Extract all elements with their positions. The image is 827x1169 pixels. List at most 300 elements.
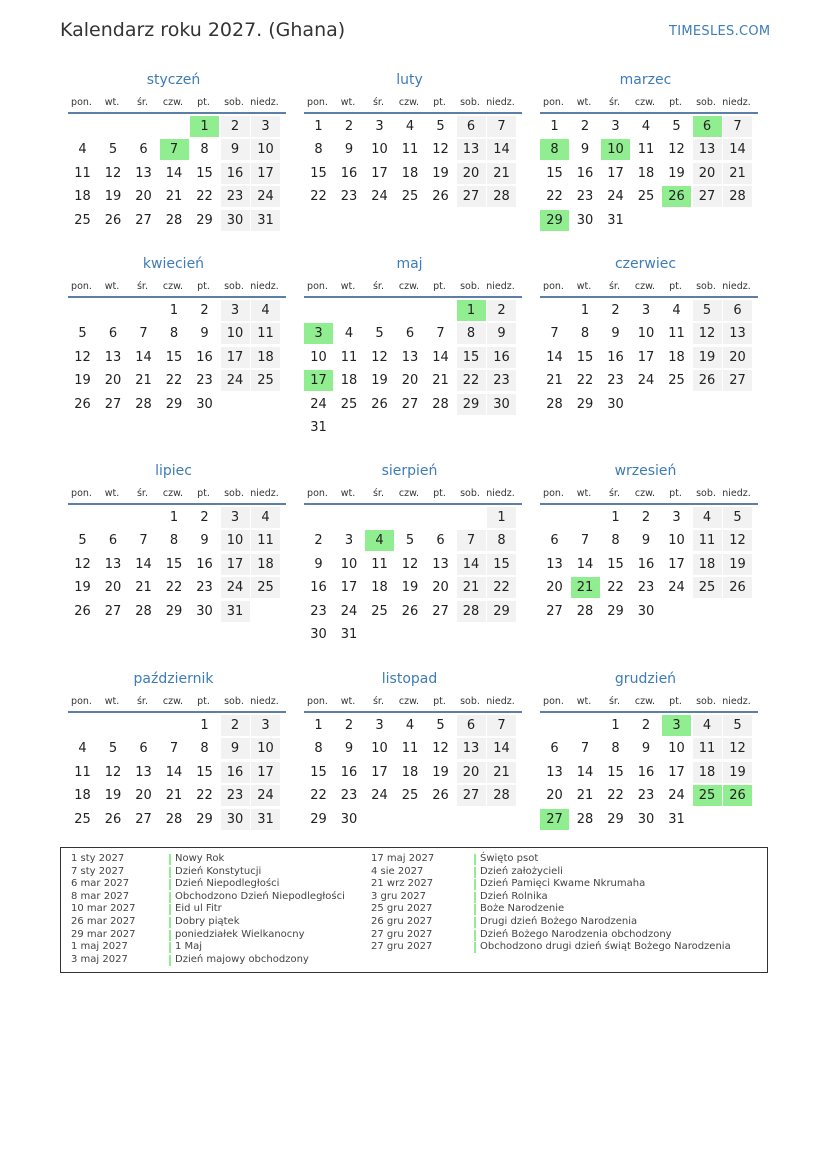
day-cell: 17 — [607, 165, 624, 181]
day-cell: 22 — [310, 788, 327, 804]
legend-holiday-name: Dzień Niepodległości — [175, 878, 280, 890]
day-cell: 24 — [668, 580, 685, 596]
day-cell: 3 — [221, 507, 250, 528]
day-cell: 2 — [487, 300, 516, 321]
weekday-header: czw. — [162, 281, 184, 292]
weekday-header: czw. — [634, 488, 656, 499]
day-cell: 18 — [668, 349, 685, 365]
holiday-day-cell: 26 — [662, 186, 691, 207]
day-cell: 10 — [251, 139, 280, 160]
day-cell: 26 — [371, 396, 388, 412]
legend-color-marker — [169, 942, 171, 953]
day-cell: 8 — [200, 741, 209, 757]
weekday-header: sob. — [460, 696, 480, 707]
day-cell: 3 — [672, 510, 681, 525]
day-cell: 10 — [310, 349, 327, 365]
weekday-header: sob. — [224, 696, 244, 707]
day-cell: 12 — [723, 530, 752, 551]
month-name: luty — [396, 72, 423, 88]
day-cell: 19 — [401, 580, 419, 596]
weekday-header: wt. — [104, 97, 120, 108]
day-cell: 22 — [196, 788, 213, 804]
weekday-divider — [540, 112, 758, 114]
day-cell: 19 — [74, 580, 91, 596]
day-cell: 16 — [576, 165, 594, 181]
month-name: marzec — [619, 72, 672, 88]
day-cell: 12 — [668, 142, 685, 158]
weekday-header: pt. — [669, 488, 682, 499]
day-cell: 14 — [165, 764, 183, 780]
day-cell: 27 — [546, 603, 563, 619]
day-cell: 25 — [401, 189, 419, 205]
day-cell: 30 — [196, 603, 213, 619]
day-cell: 2 — [641, 718, 651, 733]
weekday-header: śr. — [372, 696, 384, 707]
day-cell: 17 — [221, 554, 250, 575]
day-cell: 16 — [637, 764, 655, 780]
month-name: październik — [133, 671, 214, 687]
day-cell: 10 — [668, 533, 685, 549]
day-cell: 18 — [74, 788, 91, 804]
day-cell: 17 — [221, 347, 250, 368]
day-cell: 9 — [344, 741, 354, 757]
day-cell: 4 — [78, 741, 87, 757]
day-cell: 1 — [169, 510, 179, 525]
day-cell: 23 — [576, 189, 594, 205]
day-cell: 15 — [457, 347, 486, 368]
legend-color-marker — [169, 930, 171, 941]
day-cell: 8 — [314, 741, 323, 757]
day-cell: 5 — [436, 119, 445, 134]
day-cell: 20 — [546, 788, 563, 804]
day-cell: 16 — [221, 762, 250, 783]
day-cell: 16 — [221, 163, 250, 184]
day-cell: 23 — [221, 186, 250, 207]
day-cell: 13 — [723, 323, 752, 344]
day-cell: 13 — [546, 556, 563, 572]
day-cell: 11 — [371, 556, 388, 572]
weekday-header: wt. — [104, 281, 120, 292]
day-cell: 7 — [436, 326, 445, 342]
legend-date: 27 gru 2027 — [371, 941, 433, 953]
day-cell: 22 — [165, 373, 183, 389]
day-cell: 17 — [340, 580, 358, 596]
day-cell: 10 — [637, 326, 655, 342]
weekday-header: wt. — [104, 488, 120, 499]
day-cell: 18 — [401, 165, 419, 181]
day-cell: 18 — [251, 554, 280, 575]
day-cell: 20 — [104, 580, 122, 596]
day-cell: 1 — [314, 718, 323, 733]
day-cell: 14 — [576, 764, 594, 780]
day-cell: 6 — [436, 533, 445, 549]
day-cell: 25 — [74, 811, 91, 827]
day-cell: 25 — [668, 373, 685, 389]
day-cell: 5 — [693, 300, 722, 321]
weekday-header: pt. — [433, 696, 446, 707]
day-cell: 2 — [641, 510, 651, 525]
weekday-header: niedz. — [250, 97, 279, 108]
weekday-header: śr. — [608, 97, 620, 108]
weekday-header: pon. — [543, 281, 564, 292]
day-cell: 26 — [693, 370, 722, 391]
day-cell: 31 — [310, 420, 327, 435]
legend-date: 6 mar 2027 — [71, 878, 130, 890]
day-cell: 27 — [693, 186, 722, 207]
day-cell: 23 — [310, 603, 327, 619]
day-cell: 24 — [251, 186, 280, 207]
day-cell: 25 — [251, 577, 280, 598]
day-cell: 23 — [607, 373, 624, 389]
day-cell: 21 — [165, 788, 183, 804]
day-cell: 4 — [344, 326, 354, 342]
day-cell: 16 — [637, 556, 655, 572]
day-cell: 6 — [405, 326, 415, 342]
day-cell: 13 — [104, 349, 122, 365]
weekday-header: śr. — [372, 488, 384, 499]
day-cell: 5 — [672, 119, 681, 134]
day-cell: 7 — [487, 715, 516, 736]
weekday-header: sob. — [460, 281, 480, 292]
day-cell: 23 — [196, 580, 213, 596]
month-name: wrzesień — [614, 463, 677, 479]
day-cell: 14 — [457, 554, 486, 575]
day-cell: 11 — [693, 738, 722, 759]
legend-holiday-name: Dobry piątek — [175, 916, 240, 927]
day-cell: 30 — [607, 396, 624, 412]
weekday-header: wt. — [340, 696, 356, 707]
weekday-header: śr. — [136, 696, 148, 707]
day-cell: 24 — [221, 577, 250, 598]
day-cell: 3 — [344, 533, 354, 549]
legend-date: 7 sty 2027 — [71, 865, 125, 877]
day-cell: 14 — [487, 139, 516, 160]
weekday-header: niedz. — [250, 488, 279, 499]
weekday-header: pt. — [669, 696, 682, 707]
day-cell: 21 — [135, 580, 152, 596]
legend-color-marker — [474, 892, 476, 903]
day-cell: 9 — [200, 533, 209, 549]
day-cell: 11 — [637, 142, 655, 158]
day-cell: 19 — [723, 762, 752, 783]
holiday-day-cell: 7 — [160, 139, 189, 160]
day-cell: 8 — [169, 326, 179, 342]
legend-color-marker — [169, 892, 171, 903]
day-cell: 6 — [108, 533, 118, 549]
day-cell: 8 — [314, 142, 323, 158]
weekday-header: sob. — [696, 97, 716, 108]
day-cell: 9 — [344, 142, 354, 158]
day-cell: 2 — [314, 533, 323, 549]
day-cell: 18 — [371, 580, 388, 596]
day-cell: 25 — [340, 396, 358, 412]
weekday-header: pon. — [307, 281, 328, 292]
day-cell: 29 — [487, 601, 516, 622]
day-cell: 24 — [607, 189, 624, 205]
weekday-header: śr. — [372, 97, 384, 108]
day-cell: 12 — [693, 323, 722, 344]
legend-date: 27 gru 2027 — [371, 928, 433, 940]
day-cell: 24 — [221, 370, 250, 391]
day-cell: 16 — [340, 764, 358, 780]
holiday-day-cell: 4 — [365, 530, 394, 551]
day-cell: 22 — [165, 580, 183, 596]
day-cell: 20 — [104, 373, 122, 389]
legend-date: 26 gru 2027 — [371, 916, 433, 927]
day-cell: 5 — [375, 326, 384, 342]
day-cell: 3 — [375, 718, 384, 733]
day-cell: 28 — [432, 396, 449, 412]
day-cell: 28 — [165, 212, 183, 228]
day-cell: 12 — [723, 738, 752, 759]
day-cell: 30 — [340, 811, 358, 827]
day-cell: 25 — [693, 577, 722, 598]
day-cell: 30 — [221, 210, 250, 231]
day-cell: 15 — [165, 556, 183, 572]
day-cell: 5 — [723, 715, 752, 736]
day-cell: 28 — [457, 601, 486, 622]
weekday-header: pon. — [71, 97, 92, 108]
day-cell: 29 — [165, 603, 183, 619]
weekday-header: pt. — [433, 488, 446, 499]
day-cell: 28 — [135, 603, 152, 619]
day-cell: 19 — [432, 764, 449, 780]
day-cell: 1 — [487, 507, 516, 528]
day-cell: 31 — [251, 210, 280, 231]
weekday-header: pt. — [433, 281, 446, 292]
weekday-header: czw. — [398, 488, 420, 499]
day-cell: 18 — [74, 189, 91, 205]
day-cell: 5 — [436, 718, 445, 733]
day-cell: 5 — [78, 533, 87, 549]
weekday-header: wt. — [576, 488, 592, 499]
day-cell: 24 — [637, 373, 655, 389]
weekday-header: niedz. — [486, 488, 515, 499]
day-cell: 6 — [457, 116, 486, 137]
day-cell: 7 — [169, 741, 179, 757]
month-name: maj — [396, 256, 423, 272]
day-cell: 11 — [340, 349, 358, 365]
legend-holiday-name: Dzień Pamięci Kwame Nkrumaha — [480, 878, 646, 890]
weekday-header: pon. — [71, 281, 92, 292]
legend-holiday-name: 1 Maj — [175, 941, 203, 953]
day-cell: 4 — [78, 142, 87, 158]
day-cell: 29 — [576, 396, 594, 412]
day-cell: 11 — [74, 165, 91, 181]
day-cell: 8 — [611, 741, 620, 757]
day-cell: 11 — [251, 530, 280, 551]
holiday-day-cell: 21 — [571, 577, 600, 598]
day-cell: 22 — [310, 189, 327, 205]
day-cell: 20 — [546, 580, 563, 596]
day-cell: 27 — [401, 396, 419, 412]
day-cell: 2 — [221, 116, 250, 137]
legend-color-marker — [169, 854, 171, 865]
day-cell: 11 — [668, 326, 685, 342]
month-name: styczeń — [146, 72, 201, 88]
legend-date: 10 mar 2027 — [71, 903, 136, 915]
month-name: listopad — [381, 671, 438, 687]
legend-date: 25 gru 2027 — [371, 903, 433, 915]
day-cell: 14 — [723, 139, 752, 160]
weekday-header: sob. — [696, 281, 716, 292]
day-cell: 18 — [693, 762, 722, 783]
day-cell: 20 — [723, 347, 752, 368]
weekday-header: czw. — [398, 696, 420, 707]
legend-color-marker — [474, 879, 476, 890]
legend-holiday-name: Dzień założycieli — [480, 865, 563, 877]
weekday-header: śr. — [136, 97, 148, 108]
day-cell: 4 — [251, 507, 280, 528]
day-cell: 26 — [401, 603, 419, 619]
day-cell: 15 — [310, 764, 327, 780]
weekday-header: pon. — [307, 488, 328, 499]
day-cell: 15 — [487, 554, 516, 575]
holiday-day-cell: 10 — [601, 139, 630, 160]
day-cell: 21 — [487, 762, 516, 783]
day-cell: 16 — [196, 349, 213, 365]
day-cell: 7 — [139, 533, 148, 549]
day-cell: 26 — [432, 788, 449, 804]
day-cell: 7 — [457, 530, 486, 551]
day-cell: 8 — [200, 142, 209, 158]
day-cell: 18 — [251, 347, 280, 368]
day-cell: 18 — [637, 165, 655, 181]
day-cell: 14 — [546, 349, 563, 365]
legend-color-marker — [474, 854, 476, 865]
legend-date: 3 maj 2027 — [71, 953, 128, 965]
day-cell: 14 — [165, 165, 183, 181]
day-cell: 23 — [340, 788, 358, 804]
weekday-header: pt. — [669, 97, 682, 108]
day-cell: 16 — [607, 349, 624, 365]
legend-holiday-name: Boże Narodzenie — [480, 903, 565, 915]
day-cell: 14 — [487, 738, 516, 759]
weekday-header: sob. — [696, 696, 716, 707]
day-cell: 8 — [611, 533, 620, 549]
legend-color-marker — [169, 955, 171, 966]
day-cell: 21 — [723, 163, 752, 184]
day-cell: 13 — [693, 139, 722, 160]
day-cell: 28 — [487, 186, 516, 207]
day-cell: 21 — [487, 163, 516, 184]
day-cell: 9 — [580, 142, 590, 158]
day-cell: 19 — [104, 189, 122, 205]
day-cell: 15 — [576, 349, 594, 365]
day-cell: 7 — [139, 326, 148, 342]
day-cell: 12 — [432, 142, 449, 158]
day-cell: 17 — [668, 556, 685, 572]
weekday-header: niedz. — [486, 281, 515, 292]
day-cell: 27 — [104, 603, 122, 619]
day-cell: 4 — [405, 718, 415, 733]
day-cell: 7 — [580, 533, 590, 549]
day-cell: 31 — [607, 212, 624, 228]
day-cell: 9 — [641, 741, 651, 757]
weekday-header: śr. — [608, 696, 620, 707]
day-cell: 15 — [607, 556, 624, 572]
day-cell: 17 — [668, 764, 685, 780]
day-cell: 17 — [371, 764, 388, 780]
day-cell: 12 — [74, 556, 91, 572]
weekday-header: pt. — [197, 696, 210, 707]
day-cell: 11 — [401, 142, 419, 158]
day-cell: 19 — [668, 165, 685, 181]
weekday-header: niedz. — [722, 97, 751, 108]
weekday-divider — [68, 112, 286, 114]
legend-date: 3 gru 2027 — [371, 890, 426, 902]
weekday-header: sob. — [460, 97, 480, 108]
day-cell: 24 — [310, 396, 327, 412]
day-cell: 21 — [576, 788, 594, 804]
month-name: sierpień — [381, 463, 438, 479]
day-cell: 28 — [576, 811, 594, 827]
day-cell: 12 — [74, 349, 91, 365]
day-cell: 5 — [108, 741, 118, 757]
weekday-header: pon. — [71, 488, 92, 499]
weekday-header: czw. — [634, 281, 656, 292]
day-cell: 2 — [611, 303, 620, 318]
day-cell: 1 — [611, 718, 620, 733]
day-cell: 15 — [196, 764, 213, 780]
day-cell: 23 — [637, 580, 655, 596]
legend-date: 1 sty 2027 — [71, 853, 125, 864]
day-cell: 14 — [432, 349, 449, 365]
day-cell: 27 — [723, 370, 752, 391]
day-cell: 16 — [340, 165, 358, 181]
day-cell: 22 — [607, 788, 624, 804]
weekday-divider — [304, 112, 522, 114]
day-cell: 1 — [580, 303, 590, 318]
day-cell: 17 — [637, 349, 655, 365]
weekday-header: sob. — [460, 488, 480, 499]
day-cell: 22 — [457, 370, 486, 391]
day-cell: 26 — [432, 189, 449, 205]
day-cell: 30 — [487, 394, 516, 415]
day-cell: 5 — [405, 533, 415, 549]
day-cell: 12 — [401, 556, 419, 572]
holiday-day-cell: 29 — [540, 210, 569, 231]
holiday-day-cell: 8 — [540, 139, 569, 160]
day-cell: 16 — [487, 347, 516, 368]
day-cell: 21 — [457, 577, 486, 598]
weekday-header: czw. — [162, 97, 184, 108]
brand-logo-text[interactable]: TIMESLES.COM — [669, 24, 771, 39]
weekday-divider — [540, 296, 758, 298]
day-cell: 15 — [546, 165, 563, 181]
day-cell: 24 — [371, 788, 388, 804]
holiday-day-cell: 1 — [190, 116, 219, 137]
weekday-divider — [304, 296, 522, 298]
day-cell: 27 — [457, 186, 486, 207]
day-cell: 20 — [432, 580, 449, 596]
legend-holiday-name: Obchodzono drugi dzień świąt Bożego Narodzenia — [480, 941, 731, 953]
legend-holiday-name: Eid ul Fitr — [175, 903, 222, 915]
day-cell: 17 — [251, 163, 280, 184]
day-cell: 11 — [251, 323, 280, 344]
day-cell: 23 — [221, 785, 250, 806]
day-cell: 1 — [550, 119, 559, 134]
weekday-header: śr. — [136, 281, 148, 292]
holiday-legend — [60, 847, 768, 973]
day-cell: 24 — [340, 603, 358, 619]
day-cell: 31 — [668, 811, 685, 827]
day-cell: 25 — [251, 370, 280, 391]
day-cell: 22 — [576, 373, 594, 389]
weekday-header: niedz. — [250, 281, 279, 292]
day-cell: 9 — [487, 323, 516, 344]
day-cell: 29 — [196, 811, 213, 827]
